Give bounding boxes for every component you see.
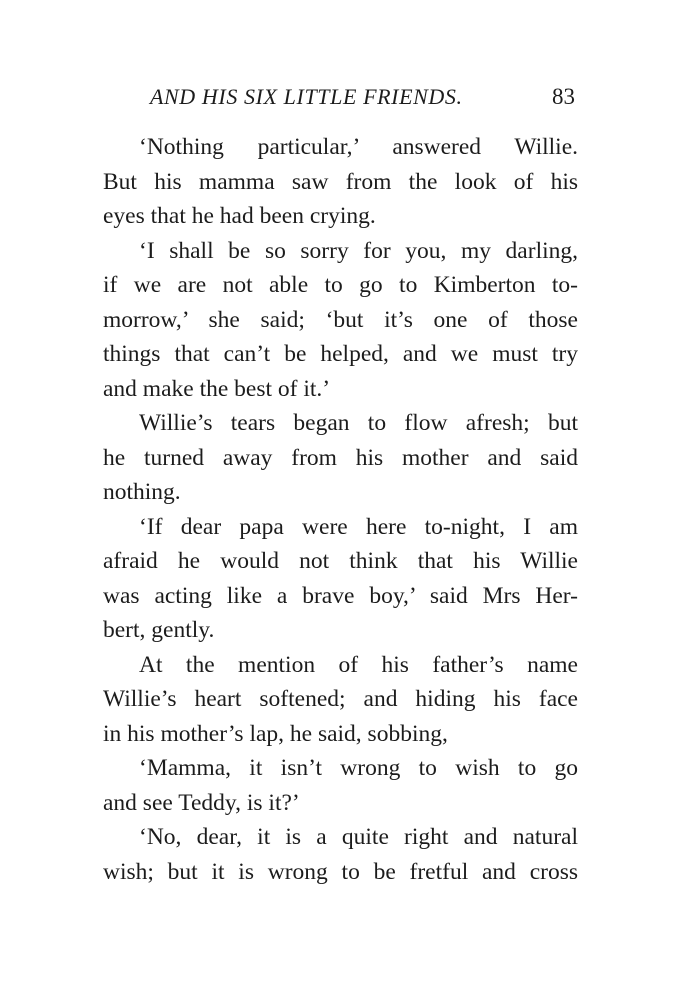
text-line: At the mention of his father’s name (139, 651, 578, 678)
text-line: wish; but it is wrong to be fretful and cross (103, 858, 578, 885)
text-line: afraid he would not think that his Willie (103, 548, 578, 574)
text-line: Willie’s heart softened; and hiding his face (103, 686, 578, 712)
text-line: and see Teddy, is it?’ (103, 789, 300, 816)
running-head (150, 80, 600, 116)
text-line: things that can’t be helped, and we must try (103, 341, 578, 367)
text-line: ‘Mamma, it isn’t wrong to wish to go (139, 755, 578, 781)
text-line: nothing. (103, 479, 181, 505)
text-line: ‘I shall be so sorry for you, my darling, (139, 237, 578, 264)
text-line: bert, gently. (103, 617, 215, 643)
running-title: AND HIS SIX LITTLE FRIENDS. (150, 84, 463, 109)
text-line: But his mamma saw from the look of his (103, 168, 578, 195)
page-number: 83 (552, 84, 575, 109)
text-line: ‘If dear papa were here to-night, I am (139, 513, 578, 540)
text-line: ‘Nothing particular,’ answered Willie. (139, 134, 578, 160)
text-line: in his mother’s lap, he said, sobbing, (103, 720, 448, 747)
text-line: was acting like a brave boy,’ said Mrs Her- (103, 582, 578, 609)
text-line: if we are not able to go to Kimberton to- (103, 272, 578, 298)
body-text (103, 130, 578, 889)
text-line: morrow,’ she said; ‘but it’s one of those (103, 306, 578, 333)
text-line: Willie’s tears began to flow afresh; but (139, 410, 578, 436)
text-line: eyes that he had been crying. (103, 203, 376, 229)
text-line: and make the best of it.’ (103, 375, 331, 402)
text-line: ‘No, dear, it is a quite right and natural (139, 824, 578, 850)
text-line: he turned away from his mother and said (103, 444, 578, 471)
